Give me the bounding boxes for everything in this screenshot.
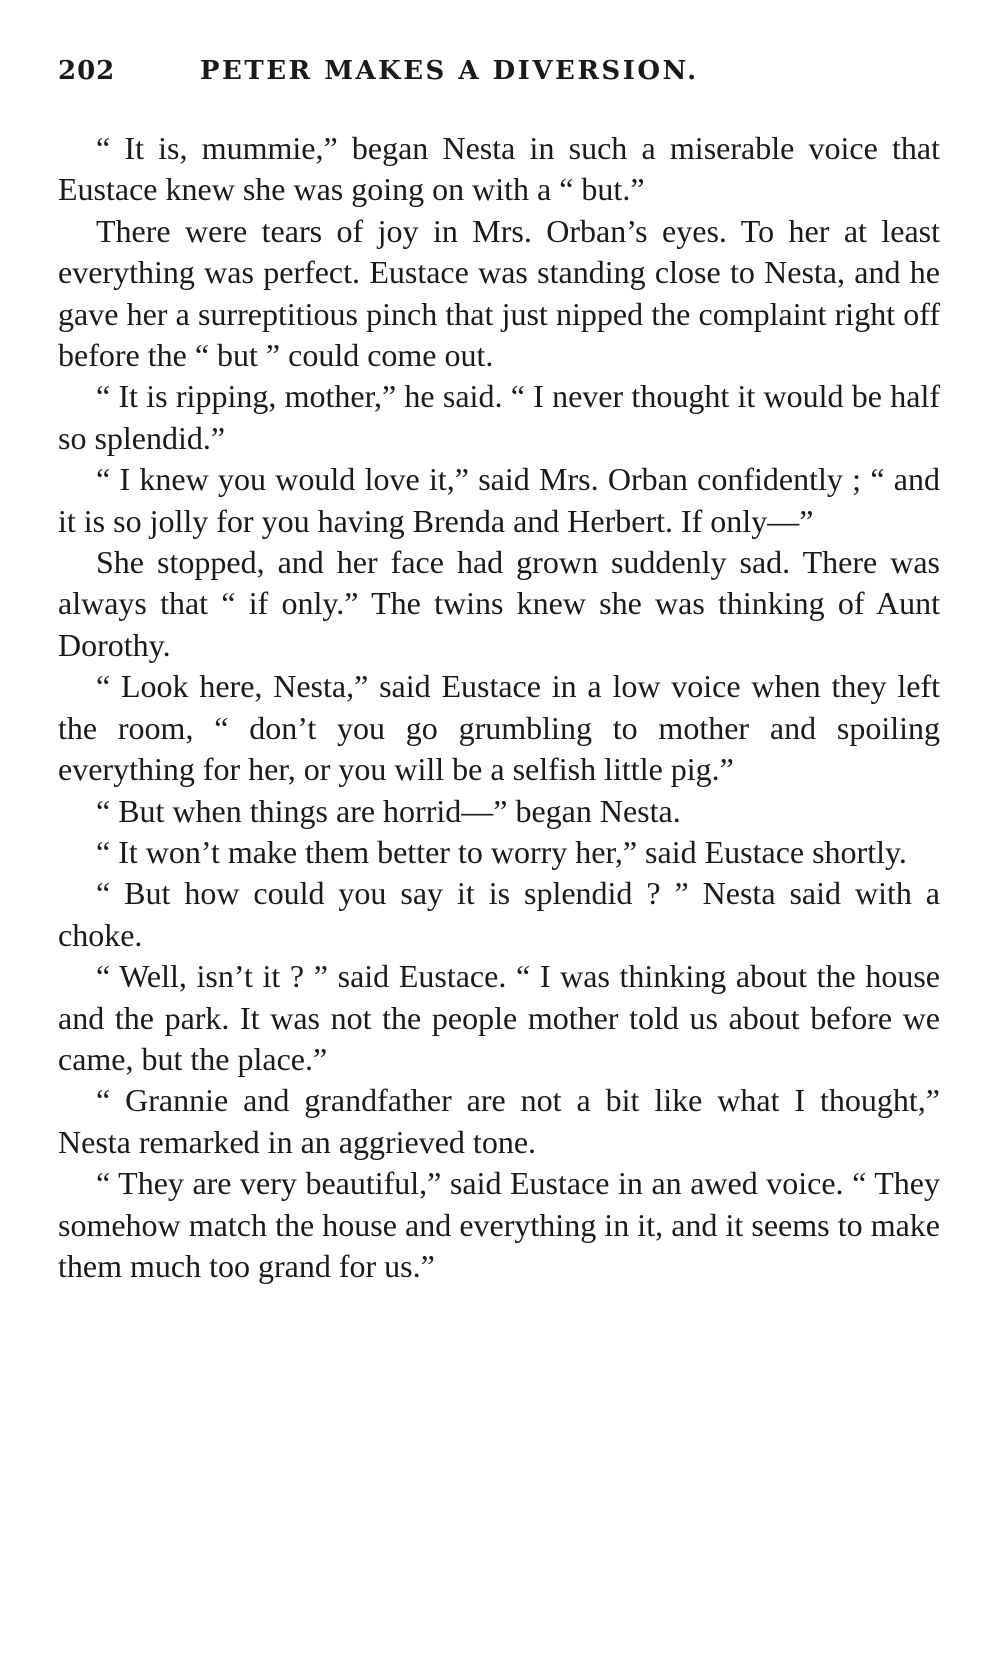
chapter-title: PETER MAKES A DIVERSION. <box>200 56 699 86</box>
paragraph: “ But when things are horrid—” began Nesta. <box>96 792 681 829</box>
page-number: 202 <box>58 56 116 86</box>
paragraph: “ It won’t make them better to worry her,” said Eustace shortly. <box>96 833 907 870</box>
paragraph: There were tears of joy in Mrs. Orban’s eyes. To her at least everything was perfect. Eustace was standing close to Nesta, and he gave her a surreptitious pinch that just nipped the complaint right off before the “ but ” could come out. <box>58 212 940 374</box>
running-head <box>58 56 938 96</box>
paragraph: “ I knew you would love it,” said Mrs. Orban confidently ; “ and it is so jolly for you having Brenda and Herbert. If only—” <box>58 461 940 539</box>
paragraph: She stopped, and her face had grown suddenly sad. There was always that “ if only.” The twins knew she was thinking of Aunt Dorothy. <box>58 544 940 663</box>
paragraph: “ Grannie and grandfather are not a bit like what I thought,” Nesta remarked in an aggrieved tone. <box>58 1082 940 1160</box>
body-text <box>58 128 940 1287</box>
paragraph: “ It is, mummie,” began Nesta in such a miserable voice that Eustace knew she was going on with a “ but.” <box>58 130 940 208</box>
paragraph: “ Look here, Nesta,” said Eustace in a low voice when they left the room, “ don’t you go grumbling to mother and spoiling everything for her, or you will be a selfish little pig.” <box>58 668 940 788</box>
paragraph: “ Well, isn’t it ? ” said Eustace. “ I was thinking about the house and the park. It was not the people mother told us about before we came, but the place.” <box>58 958 940 1077</box>
paragraph: “ It is ripping, mother,” he said. “ I never thought it would be half so splendid.” <box>58 378 940 456</box>
paragraph: “ They are very beautiful,” said Eustace in an awed voice. “ They somehow match the house and everything in it, and it seems to make them much too grand for us.” <box>58 1165 940 1284</box>
paragraph: “ But how could you say it is splendid ? ” Nesta said with a choke. <box>58 875 940 953</box>
